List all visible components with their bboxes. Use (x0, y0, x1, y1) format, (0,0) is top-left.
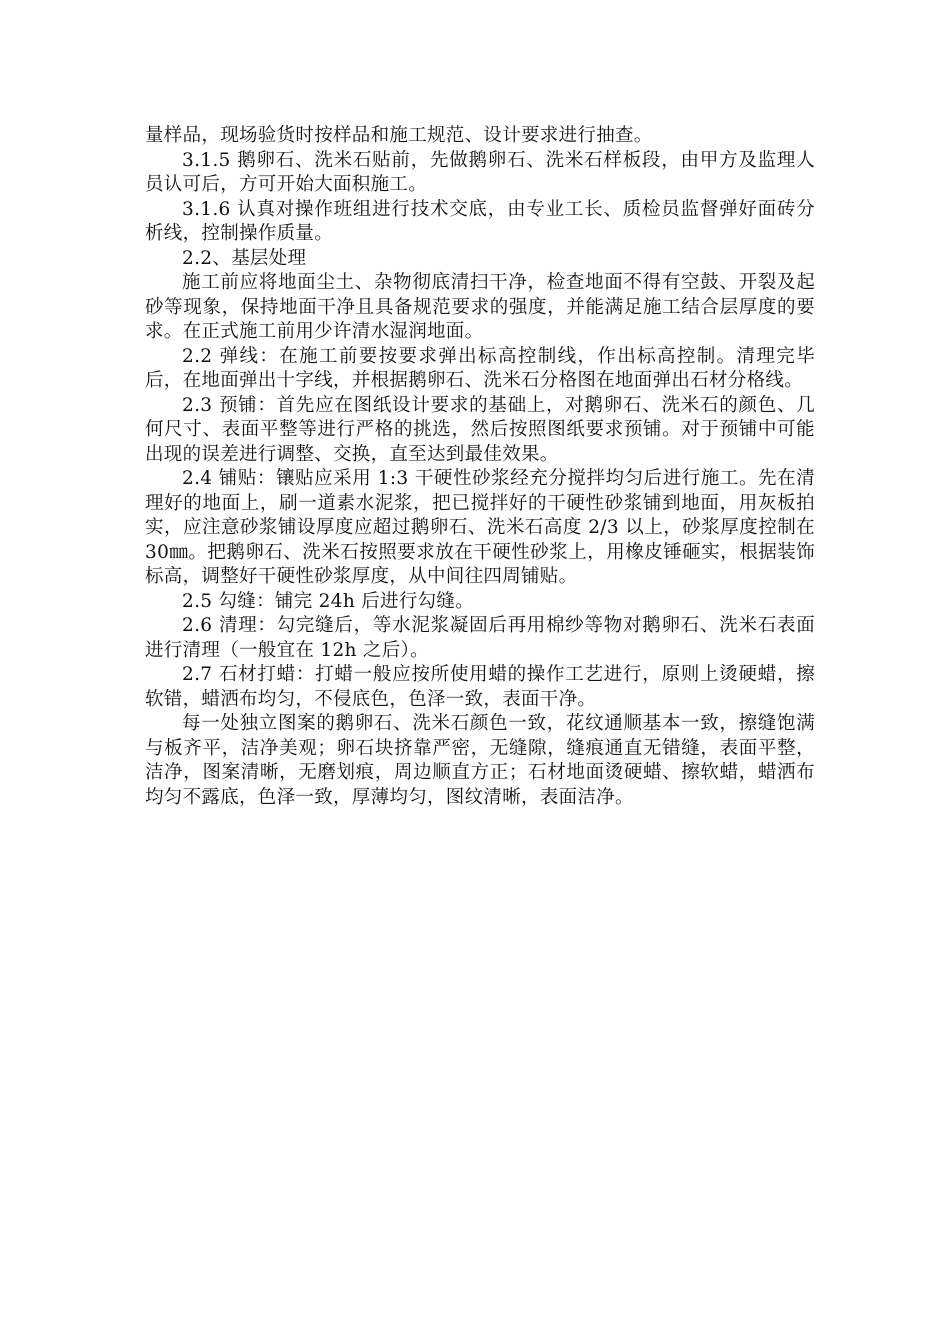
paragraph-2-6-cleaning: 2.6 清理：勾完缝后，等水泥浆凝固后再用棉纱等物对鹅卵石、洗米石表面进行清理（一般宜在 12h 之后）。 (145, 615, 815, 661)
paragraph-3-1-5: 3.1.5 鹅卵石、洗米石贴前，先做鹅卵石、洗米石样板段，由甲方及监理人员认可后，方可开始大面积施工。 (145, 149, 815, 195)
paragraph-quality-standard: 每一处独立图案的鹅卵石、洗米石颜色一致，花纹通顺基本一致，擦缝饱满与板齐平，洁净美观；卵石块挤靠严密，无缝隙，缝痕通直无错缝，表面平整，洁净，图案清晰，无磨划痕，周边顺直方正；石材地面烫硬蜡、擦软蜡，蜡洒布均匀不露底，色泽一致，厚薄均匀，图纹清晰，表面洁净。 (145, 713, 815, 808)
paragraph-base-treatment: 施工前应将地面尘土、杂物彻底清扫干净，检查地面不得有空鼓、开裂及起砂等现象，保持地面干净且具备规范要求的强度，并能满足施工结合层厚度的要求。在正式施工前用少许清水湿润地面。 (145, 272, 815, 342)
section-heading-base-treatment: 2.2、基层处理 (182, 247, 307, 269)
paragraph-3-1-6: 3.1.6 认真对操作班组进行技术交底，由专业工长、质检员监督弹好面砖分析线，控制操作质量。 (145, 198, 815, 244)
document-body (145, 124, 815, 810)
paragraph-2-2-line-marking: 2.2 弹线：在施工前要按要求弹出标高控制线，作出标高控制。清理完毕后，在地面弹出十字线，并根据鹅卵石、洗米石分格图在地面弹出石材分格线。 (145, 345, 815, 391)
paragraph-continuation: 量样品，现场验货时按样品和施工规范、设计要求进行抽查。 (145, 125, 653, 146)
paragraph-2-3-pre-laying: 2.3 预铺：首先应在图纸设计要求的基础上，对鹅卵石、洗米石的颜色、几何尺寸、表面平整等进行严格的挑选，然后按照图纸要求预铺。对于预铺中可能出现的误差进行调整、交换，直至达到最佳效果。 (145, 394, 815, 465)
paragraph-2-7-waxing: 2.7 石材打蜡：打蜡一般应按所使用蜡的操作工艺进行，原则上烫硬蜡，擦软错，蜡洒布均匀，不侵底色，色泽一致，表面干净。 (145, 664, 815, 710)
paragraph-2-4-laying: 2.4 铺贴：镶贴应采用 1:3 干硬性砂浆经充分搅拌均匀后进行施工。先在清理好的地面上，刷一道素水泥浆，把已搅拌好的干硬性砂浆铺到地面，用灰板拍实，应注意砂浆铺设厚度应超过鹅卵石、洗米石高度 2/3 以上，砂浆厚度控制在 30㎜。把鹅卵石、洗米石按照要求放在干硬性砂浆上，用橡皮锤砸实，根据装饰标高，调整好干硬性砂浆厚度，从中间往四周铺贴。 (145, 468, 815, 587)
paragraph-2-5-jointing: 2.5 勾缝：铺完 24h 后进行勾缝。 (182, 590, 475, 612)
